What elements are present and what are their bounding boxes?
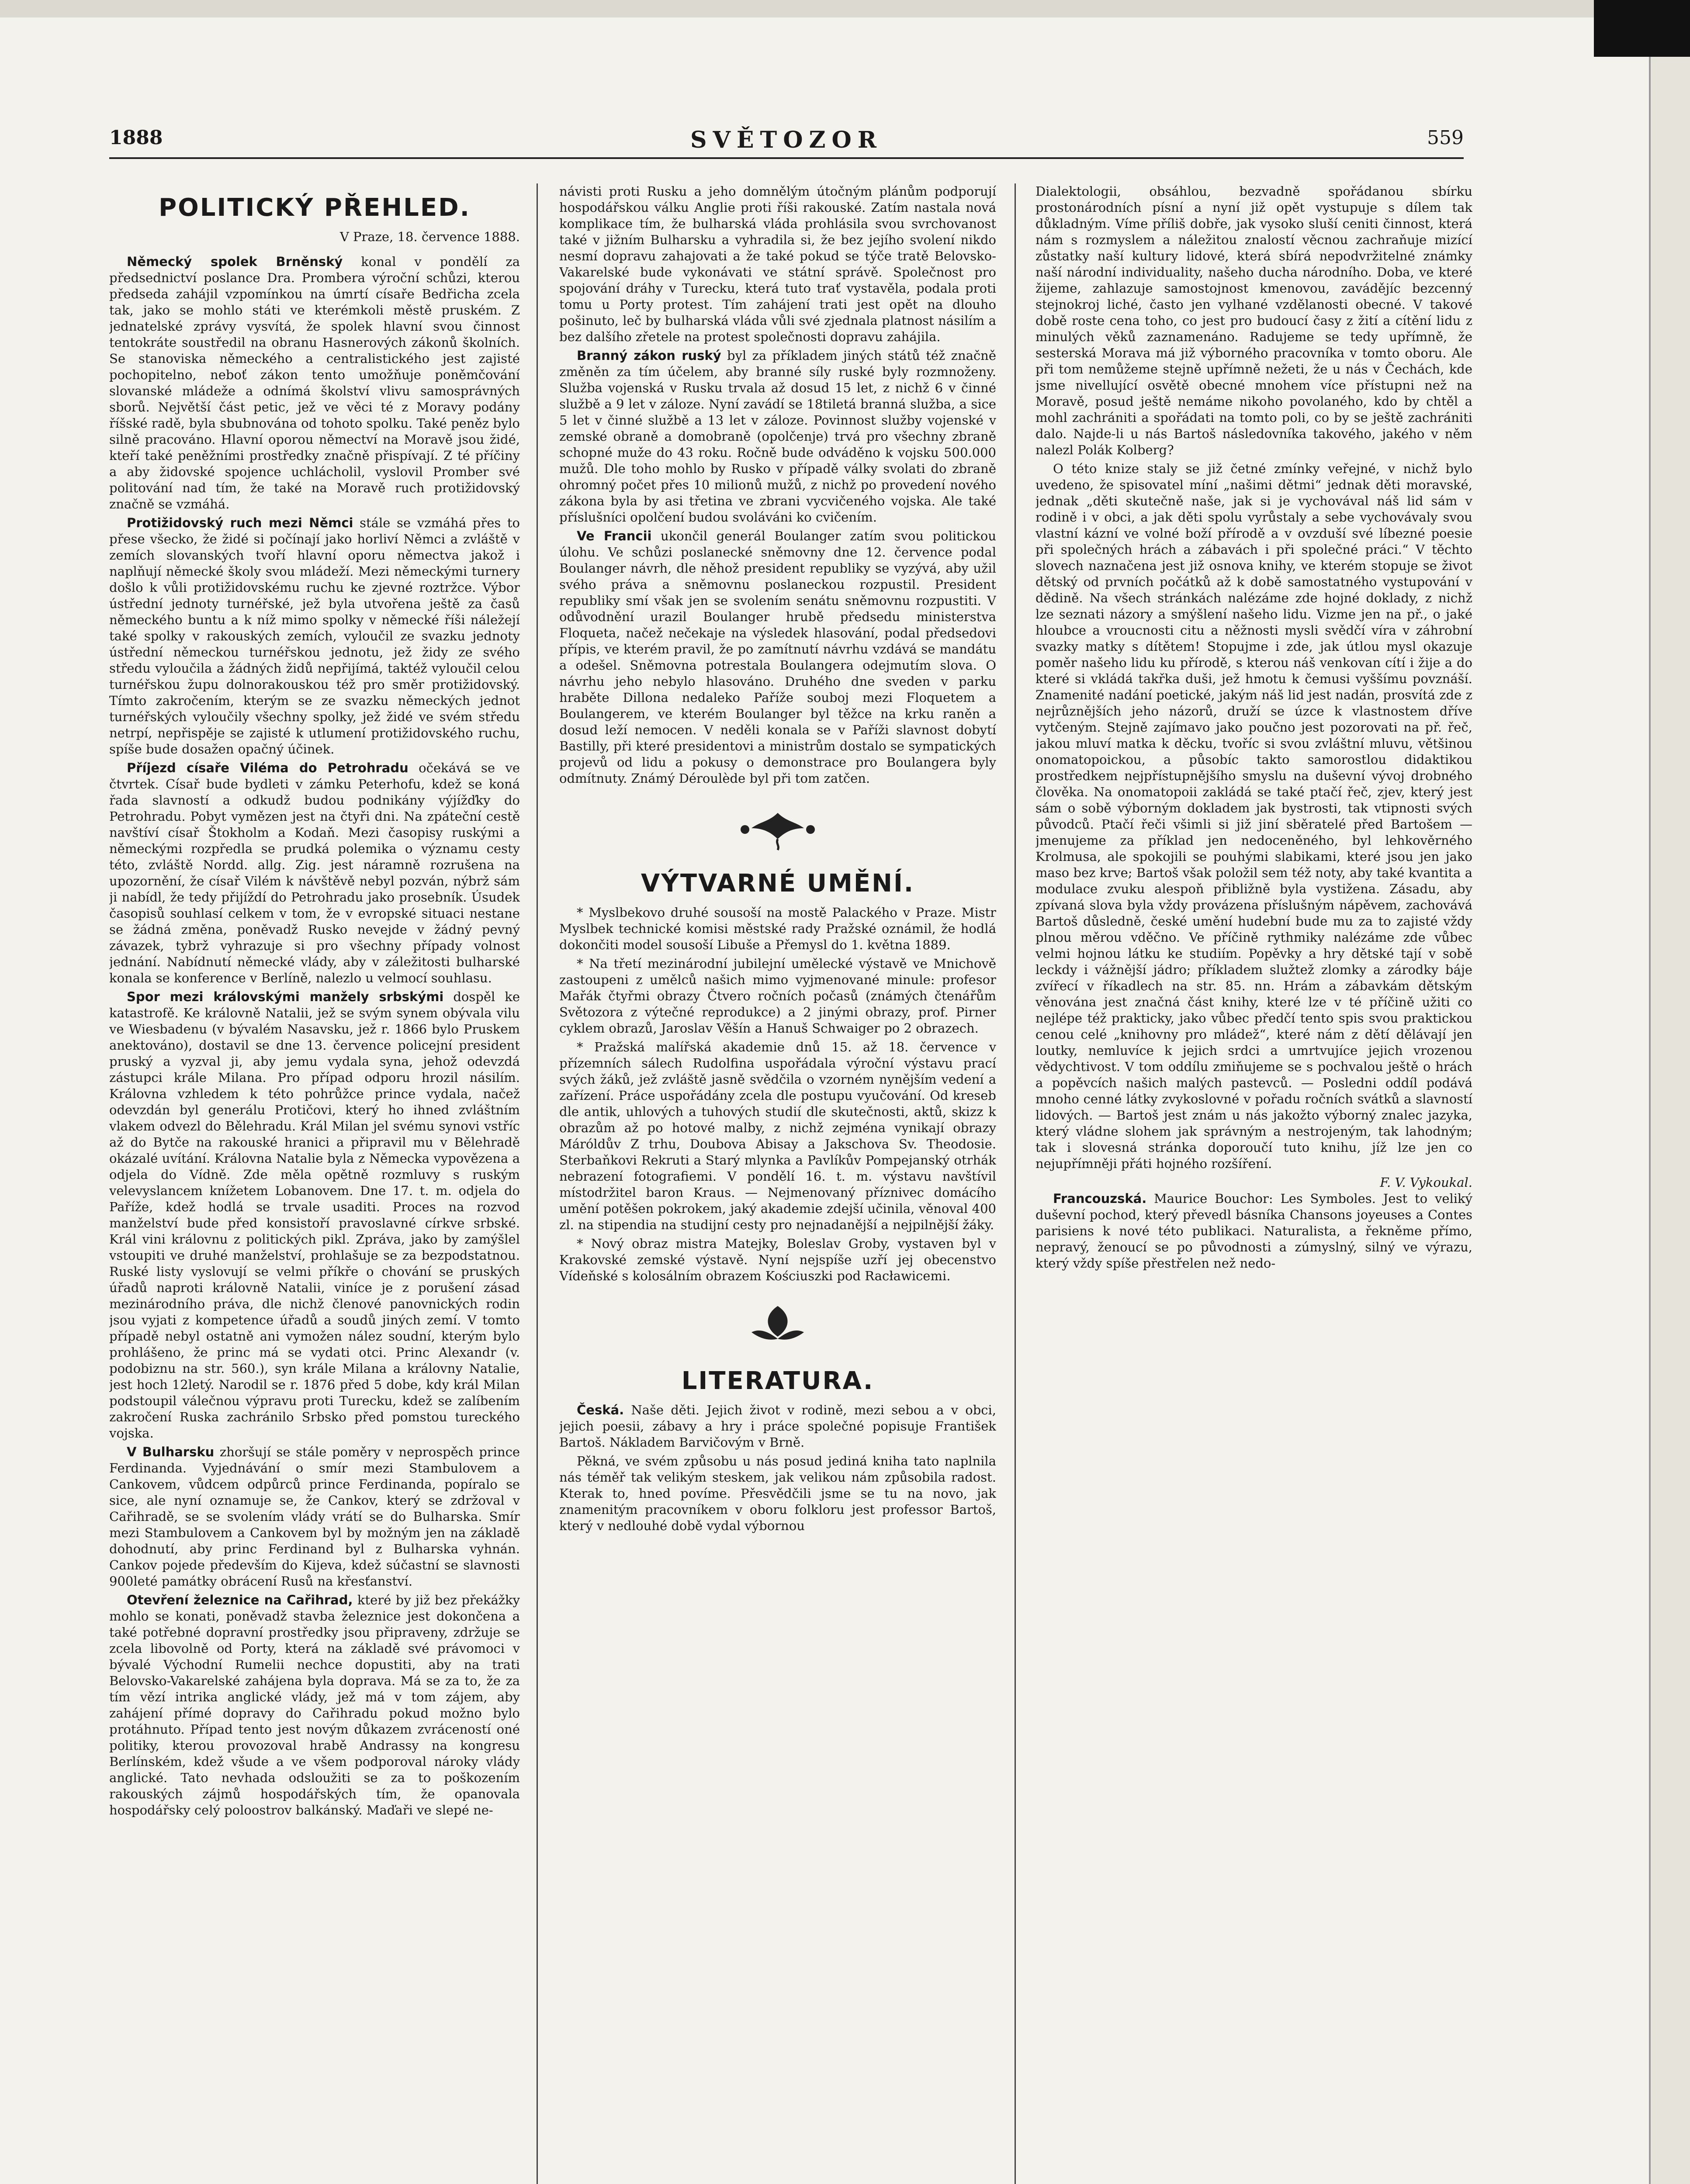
paragraph-text: byl za příkladem jiných států též značně změněn za tím účelem, aby branné síly ruské byly rozmnoženy. Služba vojenská v Rusku trvala až dosud 15 let, z nichž 6 v činné službě a 9 let v záloze. Nyní zavádí se 18tiletá branná služba, a sice 5 let v činné službě a 13 let v záloze. Povinnost služby vojenské v zemské obraně a domobraně (opolčenje) trvá pro všechny zbraně schopné muže do 43 roku. Ročně bude odváděno k vojsku 500.000 mužů. Dle toho mohlo by Rusko v případě války svolati do zbraně ohromný počet přes 10 milionů mužů, z nichž po provedení nového zákona byla by asi třetina ve zbrani vycvičeného vojska. Ale také příslušníci opolčení budou svoláváni ko cvičením.: [559, 348, 996, 525]
column-2: [559, 183, 996, 2184]
leaf-ornament-icon: [734, 1302, 821, 1350]
fine-arts-title: VÝTVARNÉ UMĚNÍ.: [641, 869, 915, 898]
scan-corner: [1594, 0, 1690, 57]
paragraph-text: zhoršují se stále poměry v neprospěch prince Ferdinanda. Vyjednávání o smír mezi Stambulovem a Cankovem, vůdcem odpůrců prince Ferdinanda, popíralo se sice, ale nyní oznamuje se, že Cankov, který se zdržoval v Cařihradě, se se svolením vlády vrátí se do Bulharska. Smír mezi Stambulovem a Cankovem byl by možným jen na základě dohodnutí, aby princ Ferdinand byl z Bulharska vyhnán. Cankov pojede především do Kijeva, kdež súčastní se slavnosti 900leté památky obrácení Rusů na křesťanství.: [109, 1444, 520, 1589]
paragraph-text: dospěl ke katastrofě. Ke královně Natalii, jež se svým synem obývala vilu ve Wiesbadenu (v bývalém Nasavsku, jež r. 1866 bylo Pruskem anektováno), dostavil se dne 13. července policejní president pruský a vyzval ji, aby jemu vydala syna, jehož odevzdá zástupci krále Milana. Pro případ odporu hrozil násilím. Královna vzhledem k této pohrůžce prince vydala, načež odevzdán byl generálu Protičovi, který ho ihned zvláštním vlakem odvezl do Bělehradu. Král Milan jel svému synovi vstříc až do Bytče na rakouské hranici a připravil mu v Bělehradě okázalé uvítání. Královna Natalie byla z Německa vypovězena a odjela do Vídně. Zde měla opětně rozmluvy s ruským velevyslancem knížetem Lobanovem. Dne 17. t. m. odjela do Paříže, kdež hodlá se trvale usaditi. Proces na rozvod manželství bude před konsistoří pravoslavné církve srbské. Král vini královnu z politických pikl. Zpráva, jako by zamýšlel vstoupiti ve druhé manželství, prohlašuje se za bezpodstatnou. Ruské listy vyslovují se velmi příkře o chování se pruských úřadů naproti královně Natalii, viníce je z porušení zásad mezinárodního práva, dle nichž členové panovnických rodin jsou vyjati z kompetence úřadů a soudů jiných zemí. V tomto případě nebyl ostatně ani vymožen nález soudní, kterým bylo prohlášeno, že princ má se vydati otci. Princ Alexandr (v. podobiznu na str. 560.), syn krále Milana a královny Natalie, jest hoch 12letý. Narodil se r. 1876 před 5 dobe, kdy král Milan podstoupil válečnou výpravu proti Turecku, kdež se zalíbením zakročení Ruska zachránilo Srbsko před pomstou tureckého vojska.: [109, 989, 520, 1441]
dateline: V Praze, 18. července 1888.: [339, 229, 520, 244]
paragraph-text: očekává se ve čtvrtek. Císař bude bydleti v zámku Peterhofu, kdež se koná řada slavností a odkudž budou podnikány výjížďky do Petrohradu. Pobyt vymězen jest na čtyři dni. Na zpáteční cestě navštíví císař Štokholm a Kodaň. Mezi časopisy ruskými a německými rozpředla se prudká polemika o významu cesty této, zvláště Nordd. allg. Zig. jest náramně rozrušena na upozornění, že císař Vilém k návštěvě nebyl pozván, nýbrž sám ji nabídl, že tedy přijíždí do Petrohradu jako prosebník. Úsudek časopisů souhlasí celkem v tom, že v evropské situaci nestane se žádná změna, poněvadž Rusko nevejde v žádný pevný závazek, tybrž vyhrazuje si pro všechny případy volnost jednání. Nabídnutí německé vlády, aby v záležitosti bulharské konala se konference v Berlíně, nalezlo u velmocí souhlasu.: [109, 760, 520, 985]
paragraph-text: Maurice Bouchor: Les Symboles. Jest to veliký duševní pochod, který převedl básníka Chansons joyeuses a Contes parisiens k nové této publikaci. Naturalista, a řekněme přímo, nepravý, ženoucí se po původnosti a zúmyslný, silný ve výrazu, který vždy spíše přestřelen než nedo-: [1035, 1191, 1472, 1271]
column-1: [109, 183, 520, 2184]
paragraph: * Myslbekovo druhé sousoší na mostě Palackého v Praze. Mistr Myslbek technické komisi městské rady Pražské oznámil, že hodlá dokončiti model sousoší Libuše a Přemysl do 1. května 1889.: [559, 905, 996, 952]
scan-edge-top: [0, 0, 1690, 17]
paragraph: [109, 254, 520, 512]
floral-ornament-icon: [734, 804, 821, 852]
paragraph-lead: Spor mezi královskými manžely srbskými: [127, 989, 444, 1004]
paragraph-lead: Ve Francii: [577, 529, 652, 543]
paragraph: * Pražská malířská akademie dnů 15. až 18. července v přízemních sálech Rudolfina uspořádala výroční výstavu prací svých žáků, jež zvláště jasně svědčila o vzorném nynějším vedení a zařízení. Práce uspořádány zcela dle postupu vyučování. Od kreseb dle antik, uhlových a tuhových studií dle skutečnosti, aktů, skizz k obrazům až po hotové malby, z nichž zejména vynikají obrazy Máróldův Z trhu, Doubova Abisay a Jakschova Sv. Theodosie. Sterbaňkovi Rekruti a Starý mlynka a Pavlíkův Pompejanský otrhák nebrazení fotografiemi. V pondělí 16. t. m. výstavu navštívil místodržitel baron Kraus. — Nejmenovaný příznivec domácího umění potěšen pokrokem, jaký akademie zdejší učinila, věnoval 400 zl. na stipendia na studijní cesty pro nejnadanější a nejpilnější žáky.: [559, 1040, 996, 1232]
paragraph: návisti proti Rusku a jeho domnělým útočným plánům podporují hospodářskou válku Anglie proti říši rakouské. Zatím nastala nová komplikace tím, že bulharská vláda prohlásila svou svrchovanost také v jižním Bulharsku a vyhradila si, že bez jejího svolení nikdo nesmí dopravu zahajovati a že také pokud se týče tratě Belovsko-Vakarelské bude vykonávati ve státní správě. Společnost pro spojování dráhy v Turecku, která tuto trať vystavěla, podala proti tomu u Porty protest. Tím zahájení trati jest opět na dlouho pošinuto, leč by bulharská vláda vůli své zjednala platnost násilím a bez dalšího zřetele na protest společnosti dopravu zahájila.: [559, 184, 996, 344]
paragraph-lead: Branný zákon ruský: [577, 348, 721, 363]
column-3: [1035, 183, 1472, 2184]
paragraph: [109, 1444, 520, 1590]
paragraph-text: konal v pondělí za předsednictví poslance Dra. Prombera výroční schůzi, kterou předseda zahájil vzpomínkou na úmrtí císaře Bedřicha zcela tak, jako se mohlo státi ve kterémkoli městě pruském. Z jednatelské zprávy vysvítá, že spolek hlavní svou činnost tentokráte soustředil na obranu Hasnerových zákonů školních. Se stanoviska německého a centralistického jest zajisté pochopitelno, neboť zákon tento umožňuje poněmčování slovanské mládeže a odnímá školství vlivu samosprávných sborů. Největší část petic, jež ve věci té z Moravy podány říšské radě, byla sbubnována od tohoto spolku. Také peněz bylo silně pracováno. Hlavní oporou němectví na Moravě jsou židé, kteří také peněžními prostředky značně přispívají. Z té příčiny a aby židovské spojence uchlácholil, vyslovil Promber své politování nad tím, že také na Moravě ruch protižidovský značně se vzmáhá.: [109, 254, 520, 511]
paragraph-lead: Protižidovský ruch mezi Němci: [127, 515, 353, 530]
paragraph: [109, 989, 520, 1441]
paragraph: [109, 1592, 520, 1818]
literature-title: LITERATURA.: [681, 1367, 874, 1395]
header-page-number: 559: [1427, 127, 1464, 149]
paragraph: [1035, 1191, 1472, 1272]
author-signature: F. V. Vykoukal.: [1380, 1175, 1472, 1190]
paragraph: O této knize staly se již četné zmínky veřejné, v nichž bylo uvedeno, že spisovatel míní „našimi dětmi“ jednak děti moravské, jednak „děti skutečně naše, jak si je vychovával náš lid sám v rodině i v obci, a jak děti spolu vyrůstaly a sebe vychovávaly svou vlastní kázní ve volné boží přírodě a v ovzduší své líbezné poesie při společných hrách a zábavách i při společné práci.“ V těchto slovech naznačena jest již osnova knihy, ve kterém stopuje se život dětský od prvních počátků až k době samostatného vystupování v dědině. Na všech stránkách nalézáme zde hojné doklady, z nichž lze seznati názory a smýšlení našeho lidu. Vizme jen na př., o jaké hloubce a vroucnosti citu a něžnosti mysli svědčí víra v záhrobní svazky matky s dítětem! Stopujme i zde, jak útlou mysl okazuje poměr našeho lidu ku přírodě, s kterou náš venkovan cítí i žije a do které si vkládá takřka duši, jež hmotu k čemusi vyššímu povznáší. Znamenité nadání poetické, jakým náš lid jest nadán, prosvítá zde z nejrůznějších jeho názorů, druží se úzce k vlastnostem dříve vytčeným. Stejně zajímavo jako poučno jest pozorovati na př. řeč, jakou mluví matka k děcku, tvoříc si svou zvláštní mluvu, většinou onomatopoickou, a působíc takto samorostlou didaktikou prostředkem nejpřístupnějšího smyslu na duševní vývoj drobného člověka. Na onomatopoii zakládá se také ptačí řeč, zjev, který jest sám o sobě výborným dokladem jak bystrosti, tak vtipnosti svých původců. Ptačí řeči všimli si již jiní sběratelé před Bartošem — jmenujeme za příklad jen nedoceněného, byl lehkověrného Krolmusa, ale spokojili se pouhými slabikami, které jsou jen jako maso bez krve; Bartoš však položil sem též noty, aby také kvantita a modulace zvuku alespoň přibližně byla vystižena. Zásadu, aby zpívaná slova byla vždy provázena příslušným nápěvem, zachovává Bartoš důsledně, české umění hudební bude mu za to zajisté vždy plnou měrou vděčno. Ve příčině rythmiky nalézáme zde vůbec velmi hojnou látku ke studiím. Popěvky a hry dětské tají v sobě leckdy i vážnější jádro; příkladem služtež zlomky a zárodky báje zvířecí v říkadlech na str. 85. nn. Hrám a zábavkám dětským věnována jest značná část knihy, které lze v té příčině užiti co nejlépe též prakticky, jako vůbec předčí tento spis svou praktickou cenou celé „knihovny pro mládež“, které nám z dětí dělávají jen loutky, nemluvíce k jejich srdci a umrtvujíce jejich vrozenou vědychtivost. V tom oddílu zmiňujeme se s pochvalou ještě o hrách a popěvcích našich malých pastevců. — Posledni oddíl podává mnoho cenné látky zvykoslovné v pořadu ročních svátků a slavností lidových. — Bartoš jest znám u nás jakožto výborný znalec jazyka, který vládne slohem jak správným a nestrojeným, tak lahodným; tak i slovesná stránka doporoučí tuto knihu, jíž lze jen co nejupřímněji přáti hojného rozšíření.: [1035, 461, 1472, 1171]
paragraph: * Nový obraz mistra Matejky, Boleslav Groby, vystaven byl v Krakovské zemské výstavě. Nyní nejspíše uzří jej obecenstvo Vídeňské s kolosálním obrazem Kościuszki pod Racławicemi.: [559, 1236, 996, 1283]
paragraph-text: stále se vzmáhá přes to přese všecko, že židé si počínají jako horliví Němci a zvláště v zemích slovanských tvoří hlavní oporu němectva jakož i naplňují německé školy svou mládeží. Mezi německými turnery došlo k vůli protižidovskému ruchu ke zjevné roztržce. Výbor ústřední jednoty turnéřské, jež byla utvořena ještě za časů německého buntu a k níž mimo spolky v německé říši náležejí také spolky v rakouských zemích, vyloučil ze svazku jednoty ústřední německou turnéřskou jednotu, jež židy ze svého středu vyloučila a žádných židů nepřijímá, taktéž vyloučil celou turnéřskou župu dolnorakouskou též pro směr protižidovský. Tímto zakročením, kterým se ze svazku německých jednot turnéřských vyloučily všechny spolky, jež židé ve svém středu netrpí, nepřispěje se zajisté k utlumení protižidovského ruchu, spíše bude dosažen opačný účinek.: [109, 515, 520, 757]
paragraph-lead: Francouzská.: [1053, 1191, 1147, 1206]
paragraph-text: ukončil generál Boulanger zatím svou politickou úlohu. Ve schůzi poslanecké sněmovny dne 12. července podal Boulanger návrh, dle něhož president republiky se vyzývá, aby užil svého práva a sněmovnu poslaneckou rozpustil. President republiky smí však jen se svolením senátu sněmovnu rozpustiti. V odůvodnění urazil Boulanger hrubě předsedu ministerstva Floqueta, načež nečekaje na výsledek hlasování, podal předsedovi přípis, ve kterém pravil, že po zamítnutí návrhu vzdává se mandátu a odešel. Sněmovna potrestala Boulangera odejmutím slova. O návrhu jeho nebylo hlasováno. Druhého dne sveden v parku hraběte Dillona nedaleko Paříže souboj mezi Floquetem a Boulangerem, ve kterém Boulanger byl těžce na krku raněn a dosud leží nemocen. V neděli konala se v Paříži slavnost dobytí Bastilly, při které presidentovi a ministrům dostalo se sympatických projevů od lidu a pokusy o demonstrace pro Boulangera byly odmítnuty. Známý Déroulède byl při tom zatčen.: [559, 529, 996, 786]
paragraph: [559, 528, 996, 787]
header-year: 1888: [109, 127, 163, 149]
page-header: [109, 127, 1464, 153]
paragraph: * Na třetí mezinárodní jubilejní umělecké výstavě ve Mnichově zastoupeni z umělců našich mimo vyjmenované minule: profesor Mařák čtyřmi obrazy Čtvero ročních počasů (známých čtenářům Světozora z výtečné reprodukce) a 2 jinými obrazy, prof. Pirner cyklem obrazů, Jaroslav Věšín a Hanuš Schwaiger po 2 obrazech.: [559, 956, 996, 1036]
paragraph: [109, 515, 520, 757]
paragraph-lead: Česká.: [577, 1403, 624, 1417]
paragraph-lead: Příjezd císaře Viléma do Petrohradu: [127, 760, 409, 775]
paragraph-lead: Německý spolek Brněnský: [127, 254, 343, 269]
column-divider-2: [1015, 183, 1016, 2184]
header-title: SVĚTOZOR: [690, 127, 883, 153]
paragraph: Dialektologii, obsáhlou, bezvadně spořádanou sbírku prostonárodních písní a nyní již opět vystupuje s dílem tak důkladným. Víme příliš dobře, jak vysoko sluší ceniti činnost, která nám s rozmyslem a náležitou znalostí věcnou zachraňuje mizící zůstatky naší kultury lidové, která sbírá nepodvržitelné známky naší národní individuality, našeho ducha národního. Doba, ve které žijeme, zahlazuje samostojnost kmenovou, zavádějíc bezcenný stejnokroj liché, často jen vylhané vzdělanosti obecné. V takové době roste cena toho, co jest pro budoucí časy z žití a cítění lidu z minulých věků zaznamenáno. Radujeme se tedy upřímně, že sesterská Morava má již výborného pracovníka v tomto oboru. Ale při tom nemůžeme stejně upřímně nežeti, že u nás v Čechách, kde jsme nivellující osvětě obecné mnohem více přístupni než na Moravě, posud ještě nemáme nikoho povolaného, kdo by chtěl a mohl zachrániti a spořádati na tomto poli, co by se ještě zachrániti dalo. Najde-li u nás Bartoš následovníka takového, jakého v něm nalezl Polák Kolberg?: [1035, 184, 1472, 457]
political-review-title: POLITICKÝ PŘEHLED.: [159, 194, 471, 222]
header-rule: [109, 157, 1464, 159]
paragraph-text: Naše děti. Jejich život v rodině, mezi sebou a v obci, jejich poesii, zábavy a hry i práce společné popisuje František Bartoš. Nákladem Barvičovým v Brně.: [559, 1403, 996, 1450]
paragraph: [109, 760, 520, 986]
paragraph: Pěkná, ve svém způsobu u nás posud jediná kniha tato naplnila nás téměř tak velikým steskem, jak velikou nám způsobila radost. Kterak to, hned povíme. Přesvědčili jsme se tu na novo, jak znamenitým pracovníkem v oboru folkloru jest professor Bartoš, který v nedlouhé době vydal výbornou: [559, 1454, 996, 1533]
paragraph-lead: Otevření železnice na Cařihrad,: [127, 1593, 353, 1607]
paragraph: [559, 1402, 996, 1451]
column-divider-1: [537, 183, 538, 2184]
paragraph: [559, 348, 996, 525]
paragraph-lead: V Bulharsku: [127, 1444, 215, 1459]
paragraph-text: které by již bez překážky mohlo se konati, poněvadž stavba železnice jest dokončena a také potřebné dopravní prostředky jsou připraveny, zdržuje se zcela libovolně od Porty, která na základě své právomoci v bývalé Východní Rumelii nechce dopustiti, aby na trati Belovsko-Vakarelské zahájena byla doprava. Má se za to, že za tím vězí intrika anglické vlády, jež má v tom zájem, aby zahájení přímé dopravy do Cařihradu pokud možno bylo protáhnuto. Případ tento jest novým důkazem zvráceností oné politiky, kterou provozoval hrabě Andrassy na kongresu Berlínském, kdež všude a ve všem podporoval nároky vlády anglické. Tato nevhada odsloužiti se za to poškozením rakouských zájmů hospodářských tím, že opanovala hospodářsky celý poloostrov balkánský. Maďaři ve slepé ne-: [109, 1593, 520, 1818]
scan-edge-right: [1649, 0, 1690, 2184]
